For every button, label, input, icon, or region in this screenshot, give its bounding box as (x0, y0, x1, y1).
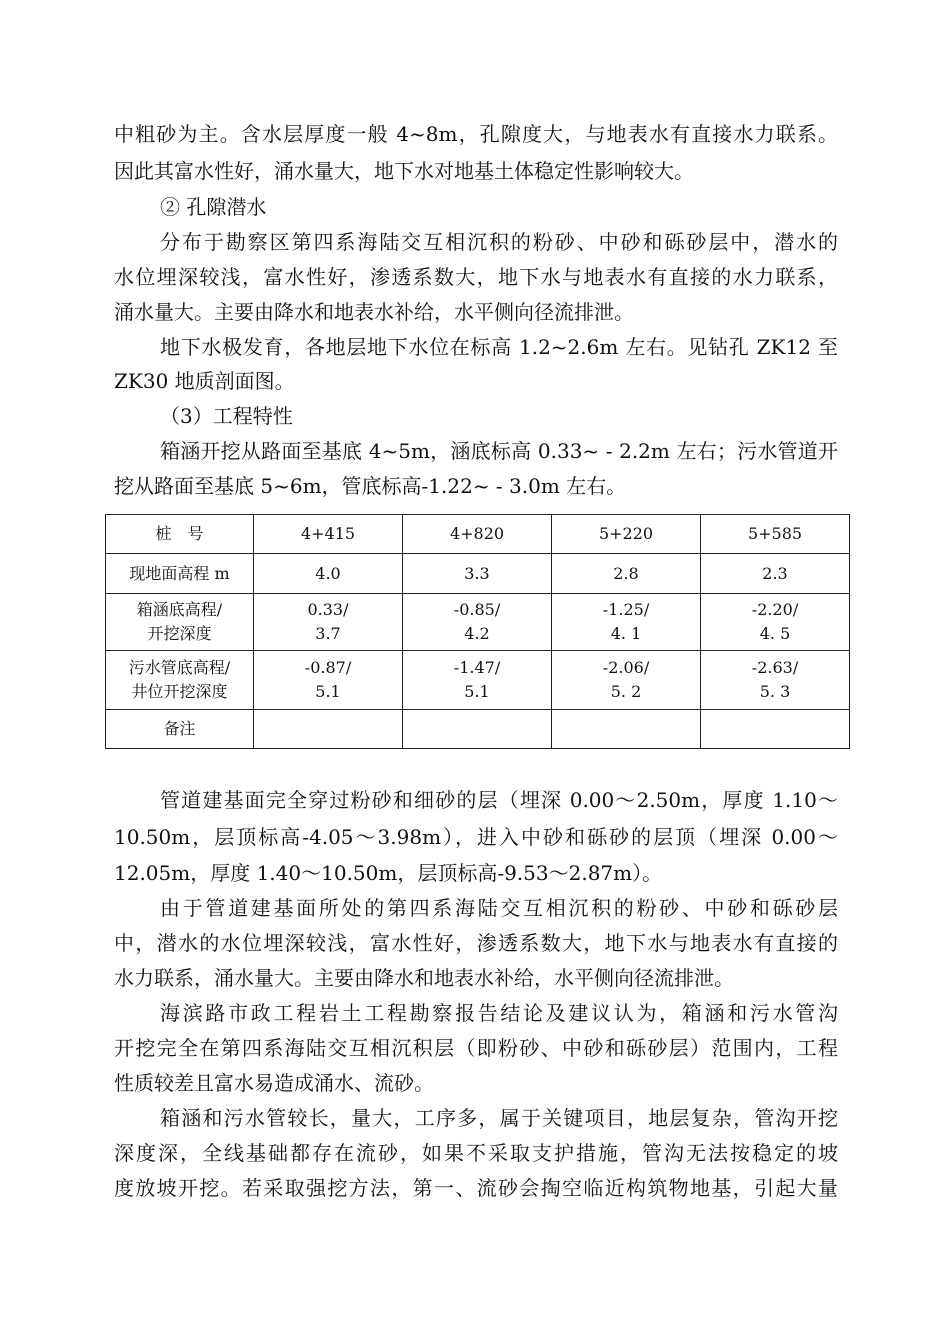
table-cell (254, 651, 403, 710)
row-label: 备注 (106, 710, 254, 749)
text-line: 水力联系，涌水量大。主要由降水和地表水补给，水平侧向径流排泄。 (114, 966, 734, 990)
table-cell (701, 710, 850, 749)
cell-line: 箱涵底高程/ (136, 600, 223, 619)
table-row (106, 594, 850, 651)
table-cell: 2.8 (552, 554, 701, 594)
cell-line: 4.2 (464, 624, 490, 643)
table-header-row (106, 515, 850, 554)
text-line: 管道建基面完全穿过粉砂和细砂的层（埋深 0.00～2.50m，厚度 1.10～ (160, 788, 838, 812)
text-line: 度放坡开挖。若采取强挖方法，第一、流砂会掏空临近构筑物地基，引起大量 (114, 1176, 838, 1200)
text-line: 海滨路市政工程岩土工程勘察报告结论及建议认为，箱涵和污水管沟 (160, 1001, 838, 1025)
table-cell (254, 594, 403, 651)
cell-line: 4. 1 (610, 624, 642, 643)
text-line: 由于管道建基面所处的第四系海陆交互相沉积的粉砂、中砂和砾砂层 (160, 896, 838, 920)
cell-line: -1.25/ (602, 600, 650, 619)
table-cell (552, 594, 701, 651)
row-label (106, 651, 254, 710)
subheading: ② 孔隙潜水 (160, 195, 267, 219)
cell-line: 4. 5 (759, 624, 791, 643)
cell-line: 5.1 (315, 682, 341, 701)
text-line: 箱涵和污水管较长，量大，工序多，属于关键项目，地层复杂，管沟开挖 (160, 1106, 838, 1130)
table-cell (254, 710, 403, 749)
text-line: 12.05m，厚度 1.40～10.50m，层顶标高-9.53～2.87m）。 (114, 861, 663, 885)
table-cell (552, 651, 701, 710)
text-line: 涌水量大。主要由降水和地表水补给，水平侧向径流排泄。 (114, 300, 634, 324)
table-header-cell: 5+220 (552, 515, 701, 554)
cell-line: -1.47/ (453, 658, 501, 677)
text-line: ZK30 地质剖面图。 (114, 369, 295, 393)
cell-line: 5. 3 (759, 682, 791, 701)
text-line: 性质较差且富水易造成涌水、流砂。 (114, 1071, 434, 1095)
cell-line: 开挖深度 (147, 624, 212, 643)
table-row (106, 554, 850, 594)
table-header-cell: 5+585 (701, 515, 850, 554)
cell-line: -0.85/ (453, 600, 501, 619)
text-line: 10.50m，层顶标高-4.05～3.98m），进入中砂和砾砂的层顶（埋深 0.00～ (114, 825, 838, 849)
cell-line: 井位开挖深度 (131, 682, 228, 701)
text-line: 因此其富水性好，涌水量大，地下水对地基土体稳定性影响较大。 (114, 159, 694, 183)
table-cell (403, 651, 552, 710)
text-line: 深度深，全线基础都存在流砂，如果不采取支护措施，管沟无法按稳定的坡 (114, 1141, 838, 1165)
table-header-cell: 桩 号 (106, 515, 254, 554)
table-row (106, 651, 850, 710)
cell-line: -2.20/ (751, 600, 799, 619)
table-cell (552, 710, 701, 749)
table-cell: 3.3 (403, 554, 552, 594)
row-label (106, 594, 254, 651)
cell-line: 3.7 (315, 624, 341, 643)
table-cell (403, 594, 552, 651)
text-line: 挖从路面至基底 5~6m，管底标高-1.22~ - 3.0m 左右。 (114, 474, 627, 498)
table-cell: 4.0 (254, 554, 403, 594)
table-cell (403, 710, 552, 749)
text-line: 箱涵开挖从路面至基底 4~5m，涵底标高 0.33~ - 2.2m 左右；污水管道开 (160, 439, 838, 463)
text-line: 中粗砂为主。含水层厚度一般 4~8m，孔隙度大，与地表水有直接水力联系。 (114, 122, 838, 146)
subheading: （3）工程特性 (160, 404, 293, 428)
table-header-cell: 4+820 (403, 515, 552, 554)
text-line: 地下水极发育，各地层地下水位在标高 1.2~2.6m 左右。见钻孔 ZK12 至 (160, 335, 838, 359)
text-line: 开挖完全在第四系海陆交互相沉积层（即粉砂、中砂和砾砂层）范围内，工程 (114, 1036, 838, 1060)
text-line: 中，潜水的水位埋深较浅，富水性好，渗透系数大，地下水与地表水有直接的 (114, 931, 838, 955)
cell-line: 5.1 (464, 682, 490, 701)
cell-line: -2.06/ (602, 658, 650, 677)
text-line: 分布于勘察区第四系海陆交互相沉积的粉砂、中砂和砾砂层中，潜水的 (160, 230, 838, 254)
table-cell: 2.3 (701, 554, 850, 594)
table-header-cell: 4+415 (254, 515, 403, 554)
cell-line: 0.33/ (307, 600, 349, 619)
table-cell (701, 594, 850, 651)
row-label: 现地面高程 m (106, 554, 254, 594)
cell-line: -2.63/ (751, 658, 799, 677)
cell-line: 污水管底高程/ (128, 658, 231, 677)
text-line: 水位埋深较浅，富水性好，渗透系数大，地下水与地表水有直接的水力联系， (114, 265, 838, 289)
pile-elevation-table (105, 514, 850, 749)
cell-line: 5. 2 (610, 682, 642, 701)
table-cell (701, 651, 850, 710)
table-row (106, 710, 850, 749)
cell-line: -0.87/ (304, 658, 352, 677)
